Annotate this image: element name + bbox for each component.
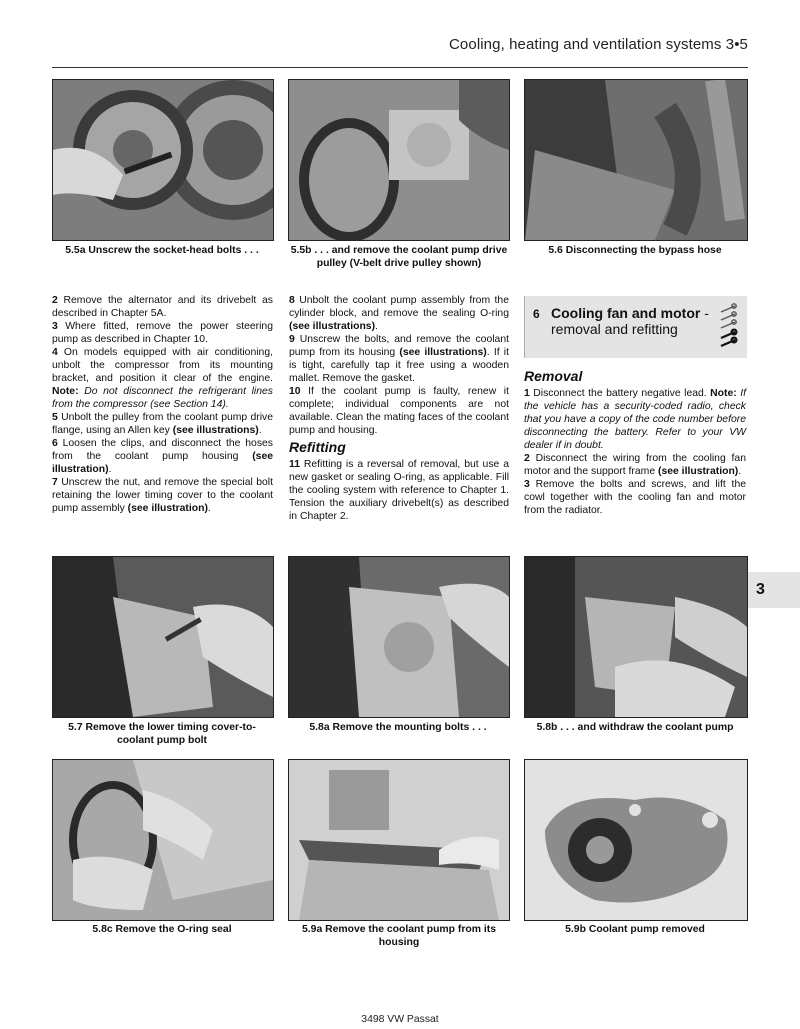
step-text: If the coolant pump is faulty, renew it complete; individual components are not available. Clean the mating faces of the coolant pump and housing.	[289, 386, 509, 436]
punct: .	[375, 321, 378, 332]
caption-5-5a: 5.5a Unscrew the socket-head bolts . . .	[65, 245, 259, 256]
photo-5-8a	[288, 556, 510, 718]
step-text: Disconnect the battery negative lead.	[529, 388, 711, 399]
step-number: 1	[524, 388, 530, 399]
illustration-ref: (see illustration)	[52, 451, 273, 475]
caption-5-5b: 5.5b . . . and remove the coolant pump drive pulley (V-belt drive pulley shown)	[290, 245, 508, 269]
header-rule	[52, 67, 748, 68]
caption-5-8a: 5.8a Remove the mounting bolts . . .	[309, 722, 487, 733]
step-number: 10	[289, 386, 301, 397]
text-column-1	[52, 294, 273, 515]
photo-5-7	[52, 556, 274, 718]
caption-5-6: 5.6 Disconnecting the bypass hose	[548, 245, 722, 256]
note-label: Note:	[52, 386, 79, 397]
text-column-3	[524, 366, 746, 517]
step-text: Refitting is a reversal of removal, but use a new gasket or sealing O-ring, as applicable. Fill the cooling system with reference to Chapter 1. Tension the auxiliary drivebelt(s) as described in Chapter 2.	[289, 459, 509, 522]
illustration-ref: (see illustrations)	[172, 425, 259, 436]
step-number: 8	[289, 295, 295, 306]
photo-5-6	[524, 79, 748, 241]
refitting-heading: Refitting	[289, 439, 346, 455]
step-number: 5	[52, 412, 58, 423]
step-number: 2	[52, 295, 58, 306]
step-text: Loosen the clips, and disconnect the hoses from the coolant pump housing	[52, 438, 273, 462]
step-number: 2	[524, 453, 530, 464]
caption-5-8c: 5.8c Remove the O-ring seal	[92, 924, 232, 935]
photo-5-9b	[524, 759, 748, 921]
photo-5-5b	[288, 79, 510, 241]
caption-5-8b: 5.8b . . . and withdraw the coolant pump	[536, 722, 734, 733]
step-text: Unbolt the coolant pump assembly from the cylinder block, and remove the sealing O-ring	[289, 295, 509, 319]
section-number: 6	[533, 307, 540, 321]
photo-5-8b	[524, 556, 748, 718]
photo-5-8c	[52, 759, 274, 921]
removal-heading: Removal	[524, 368, 583, 384]
step-text: Remove the alternator and its drivebelt as described in Chapter 5A.	[52, 295, 273, 319]
step-number: 4	[52, 347, 58, 358]
note-text: If the vehicle has a security-coded radio, check that you have a copy of the code number before disconnecting the battery. Refer to your VW dealer if in doubt.	[524, 388, 746, 451]
illustration-ref: (see illustrations)	[399, 347, 487, 358]
section-heading-box	[524, 296, 747, 358]
step-text: Unscrew the nut, and remove the special bolt retaining the lower timing cover to the coolant pump assembly	[52, 477, 273, 514]
step-text: Unbolt the pulley from the coolant pump drive flange, using an Allen key	[52, 412, 273, 436]
chapter-tab: 3	[746, 572, 800, 608]
punct: .	[108, 464, 112, 475]
page-header-title: Cooling, heating and ventilation systems 3•5	[449, 36, 748, 53]
section-title-bold: Cooling fan and motor	[551, 305, 701, 321]
step-number: 3	[524, 479, 530, 490]
step-number: 9	[289, 334, 295, 345]
step-text: Disconnect the wiring from the cooling fan motor and the support frame	[524, 453, 746, 477]
photo-5-5a	[52, 79, 274, 241]
difficulty-wrench-icon	[717, 302, 739, 352]
punct: .	[207, 503, 211, 514]
section-title	[551, 305, 711, 337]
punct: .	[258, 425, 262, 436]
caption-5-7: 5.7 Remove the lower timing cover-to-coolant pump bolt	[68, 722, 256, 746]
section-title-rest: - removal and refitting	[551, 305, 709, 337]
step-text: On models equipped with air conditioning, unbolt the compressor from its mounting bracket, and position it clear of the engine.	[52, 347, 273, 384]
illustration-ref: (see illustration)	[658, 466, 739, 477]
illustration-ref: (see illustrations)	[289, 321, 376, 332]
note-text: Do not disconnect the refrigerant lines from the compressor (see Section 14).	[52, 386, 273, 410]
photo-5-9a	[288, 759, 510, 921]
text-column-2	[289, 294, 509, 523]
punct: .	[738, 466, 742, 477]
caption-5-9b: 5.9b Coolant pump removed	[565, 924, 705, 935]
caption-5-9a: 5.9a Remove the coolant pump from its housing	[302, 924, 496, 948]
step-text: Unscrew the bolts, and remove the coolant pump from its housing	[289, 334, 509, 358]
step-text: Where fitted, remove the power steering pump as described in Chapter 10.	[52, 321, 273, 345]
step-text: Remove the bolts and screws, and lift the cowl together with the cooling fan and motor from the radiator.	[524, 479, 746, 516]
page-footer: 3498 VW Passat	[361, 1014, 439, 1025]
step-number: 3	[52, 321, 58, 332]
step-text: . If it is tight, carefully tap it free using a wooden mallet. Remove the gasket.	[289, 347, 509, 384]
illustration-ref: (see illustration)	[127, 503, 208, 514]
step-number: 11	[289, 459, 300, 470]
note-label: Note:	[710, 388, 737, 399]
step-number: 6	[52, 438, 58, 449]
step-number: 7	[52, 477, 58, 488]
